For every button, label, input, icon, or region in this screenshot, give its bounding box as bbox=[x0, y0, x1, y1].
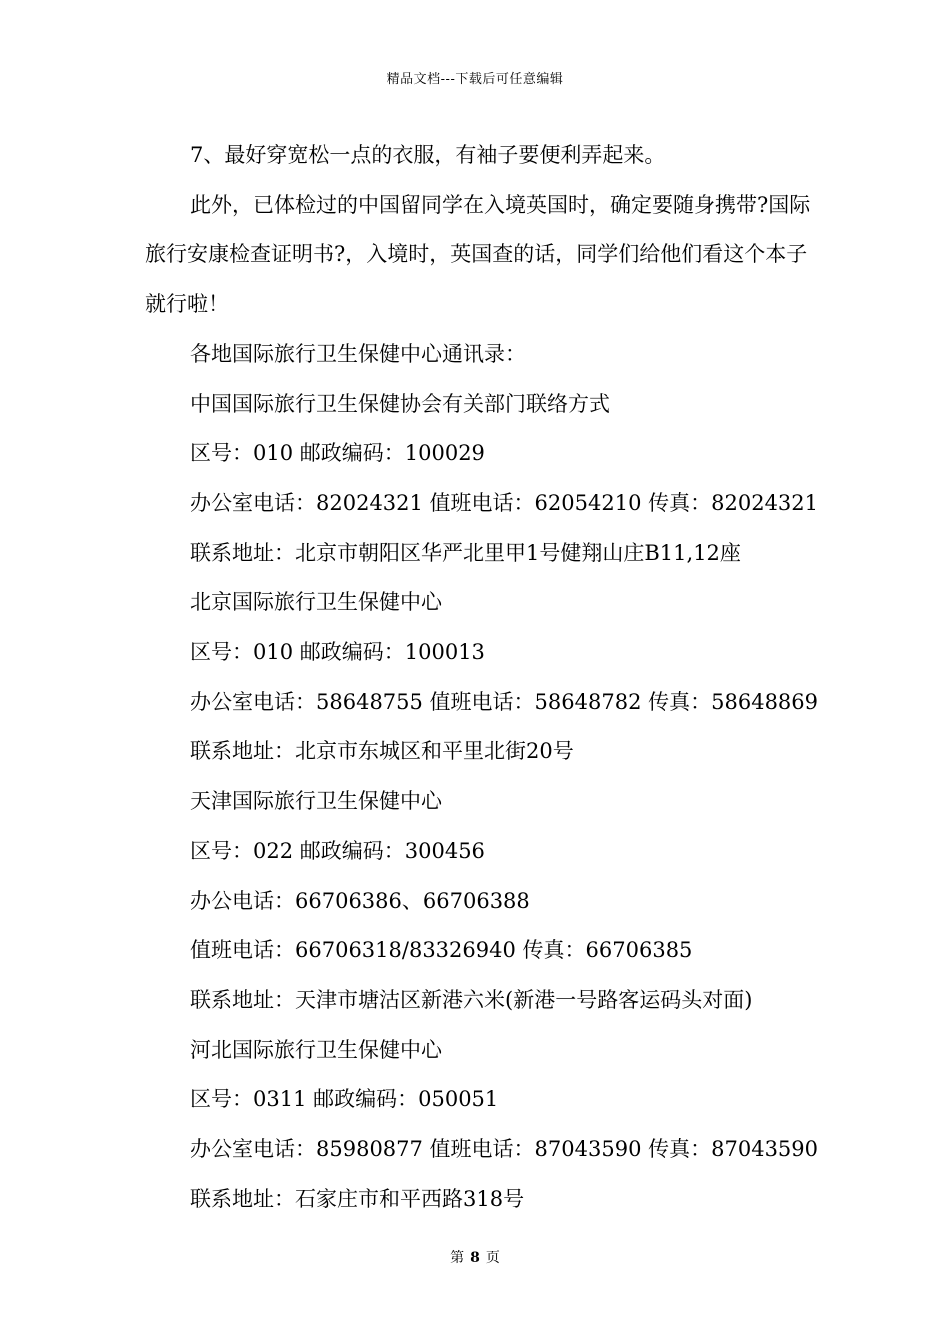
paragraph-certificate-note: 此外，已体检过的中国留同学在入境英国时，确定要随身携带?国际旅行安康检查证明书?，入境时，英国查的话，同学们给他们看这个本子就行啦！ bbox=[145, 192, 811, 317]
phone-numbers: 办公室电话：58648755 值班电话：58648782 传真：58648869 bbox=[190, 689, 819, 714]
org-name-association: 中国国际旅行卫生保健协会有关部门联络方式 bbox=[190, 391, 610, 416]
area-postal-code: 区号：0311 邮政编码：050051 bbox=[190, 1087, 499, 1112]
address: 联系地址：天津市塘沽区新港六米(新港一号路客运码头对面) bbox=[190, 987, 753, 1012]
page-footer bbox=[0, 1247, 950, 1267]
org-name-hebei: 河北国际旅行卫生保健中心 bbox=[190, 1037, 442, 1062]
directory-heading: 各地国际旅行卫生保健中心通讯录： bbox=[190, 341, 526, 366]
duty-phone-fax: 值班电话：66706318/83326940 传真：66706385 bbox=[190, 938, 693, 963]
org-name-tianjin: 天津国际旅行卫生保健中心 bbox=[190, 789, 442, 814]
phone-numbers: 办公室电话：82024321 值班电话：62054210 传真：82024321 bbox=[190, 490, 819, 515]
paragraph-clothing-tip: 7、最好穿宽松一点的衣服，有袖子要便利弄起来。 bbox=[190, 143, 666, 167]
page-header: 精品文档---下载后可任意编辑 bbox=[386, 72, 564, 87]
page-number: 8 bbox=[470, 1250, 480, 1266]
address: 联系地址：石家庄市和平西路318号 bbox=[190, 1186, 525, 1211]
phone-numbers: 办公室电话：85980877 值班电话：87043590 传真：87043590 bbox=[190, 1137, 819, 1162]
page-label-suffix: 页 bbox=[485, 1250, 500, 1266]
area-postal-code: 区号：010 邮政编码：100029 bbox=[190, 441, 485, 466]
area-postal-code: 区号：022 邮政编码：300456 bbox=[190, 838, 485, 863]
org-name-beijing: 北京国际旅行卫生保健中心 bbox=[190, 590, 442, 615]
address: 联系地址：北京市朝阳区华严北里甲1号健翔山庄B11,12座 bbox=[190, 540, 741, 565]
page-label-prefix: 第 bbox=[450, 1250, 465, 1266]
area-postal-code: 区号：010 邮政编码：100013 bbox=[190, 640, 485, 665]
document-body bbox=[145, 131, 819, 1224]
office-phone: 办公电话：66706386、66706388 bbox=[190, 888, 530, 913]
address: 联系地址：北京市东城区和平里北街20号 bbox=[190, 739, 574, 764]
